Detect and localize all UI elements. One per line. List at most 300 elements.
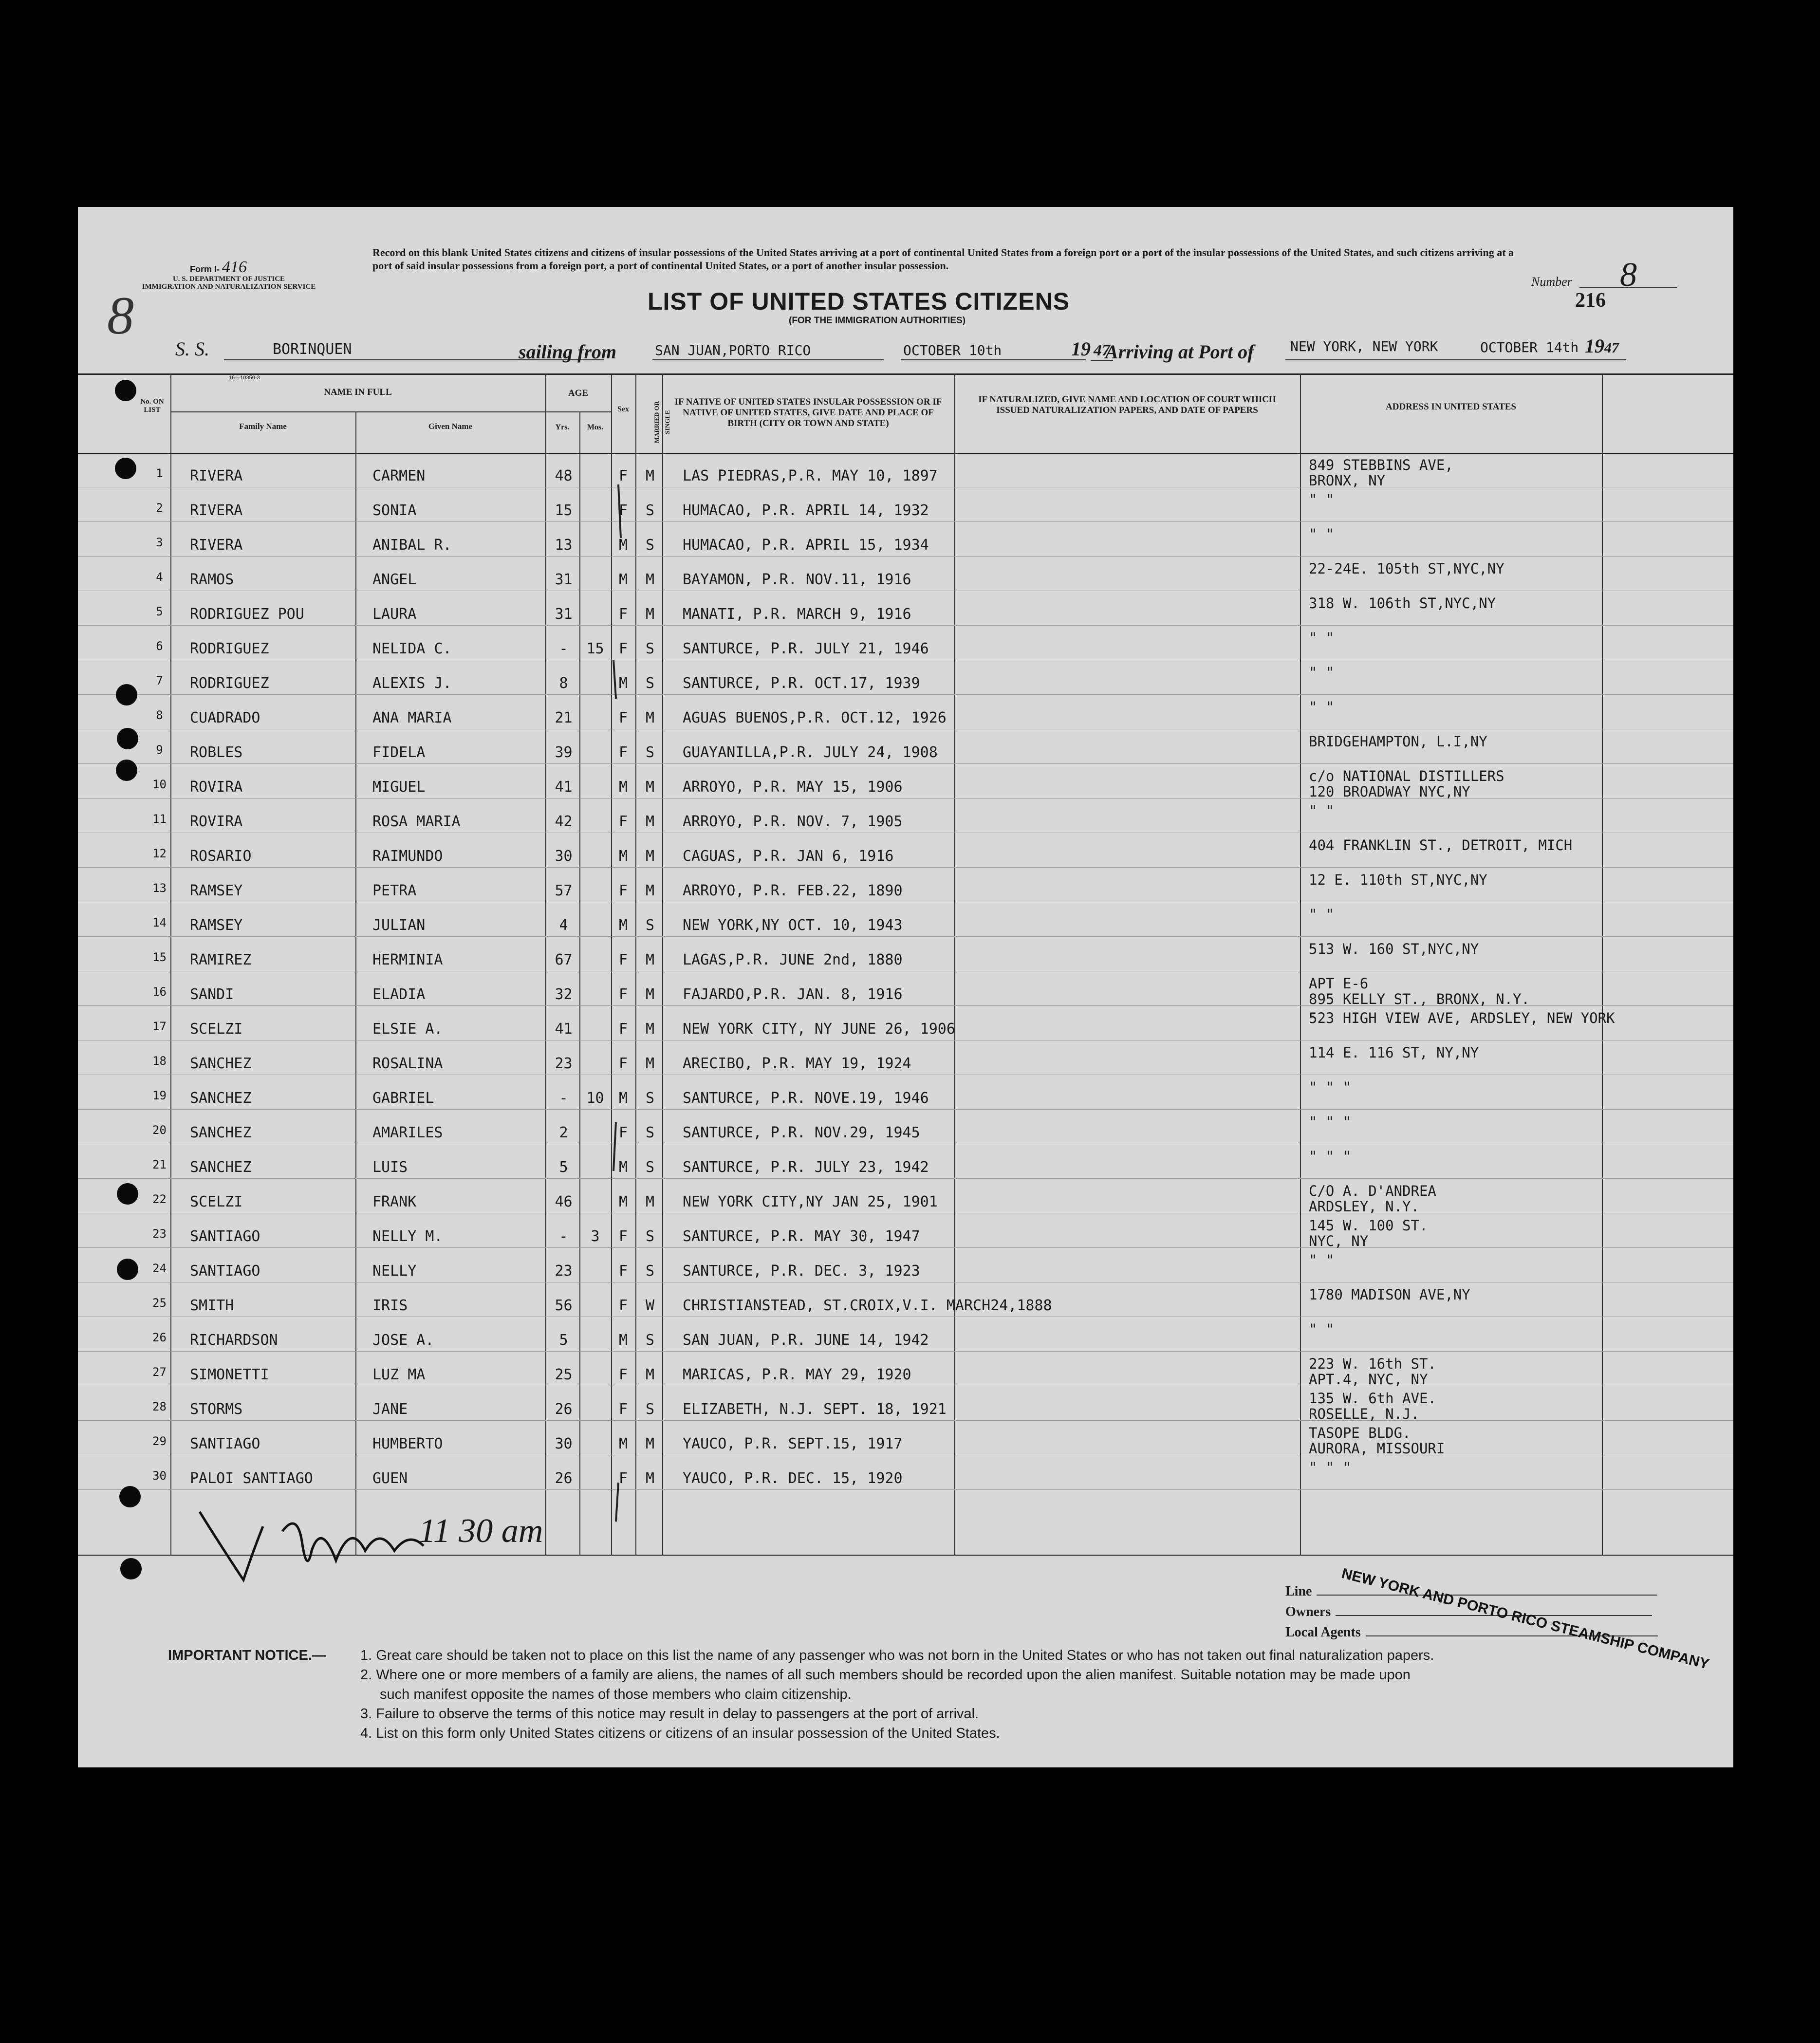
birth-place-date: NEW YORK,NY OCT. 10, 1943 [683, 917, 903, 934]
sex: M [618, 1435, 628, 1452]
age-years: 57 [555, 882, 573, 899]
family-name: RAMOS [190, 571, 234, 588]
given-name: FRANK [372, 1193, 417, 1210]
marital-status: M [645, 813, 655, 830]
page-subtitle: (FOR THE IMMIGRATION AUTHORITIES) [789, 316, 966, 326]
row-number: 24 [152, 1262, 167, 1275]
ss-label: S. S. [175, 338, 209, 360]
sex: M [618, 1193, 628, 1210]
marital-status: M [645, 779, 655, 796]
ship-name: BORINQUEN [273, 341, 352, 358]
address-line-2: BRONX, NY [1309, 472, 1386, 489]
punch-hole [117, 1259, 138, 1280]
sex: F [618, 709, 628, 726]
address-line-1: 22-24E. 105th ST,NYC,NY [1309, 560, 1504, 577]
table-row [78, 937, 1733, 971]
row-number: 29 [152, 1434, 167, 1448]
given-name: LUZ MA [372, 1366, 426, 1383]
table-row [78, 626, 1733, 660]
age-years: 23 [555, 1263, 573, 1280]
row-number: 20 [152, 1123, 167, 1137]
table-row [78, 971, 1733, 1006]
header-no: No. ON LIST [140, 398, 164, 414]
address-line-2: ARDSLEY, N.Y. [1309, 1198, 1419, 1215]
handwritten-time: 11 30 am [419, 1512, 543, 1550]
table-row [78, 1179, 1733, 1213]
age-months: 10 [586, 1090, 604, 1107]
age-years: 41 [555, 1021, 573, 1038]
row-number: 7 [156, 674, 163, 687]
row-number: 1 [156, 466, 163, 480]
birth-place-date: ARROYO, P.R. NOV. 7, 1905 [683, 813, 903, 830]
marital-status: S [645, 675, 655, 692]
family-name: SANCHEZ [190, 1055, 252, 1072]
age-years: 8 [559, 675, 568, 692]
age-years: 67 [555, 951, 573, 968]
row-number: 3 [156, 536, 163, 549]
table-row [78, 1144, 1733, 1179]
table-row [78, 522, 1733, 557]
age-years: - [559, 1228, 568, 1245]
sailing-label: sailing from [519, 341, 617, 363]
arrival-year-suffix: 47 [1604, 340, 1619, 356]
age-months: 15 [586, 640, 604, 657]
left-margin-mark: 8 [107, 286, 134, 345]
marital-status: S [645, 1332, 655, 1349]
marital-status: M [645, 848, 655, 865]
number-value: 8 [1579, 263, 1677, 288]
table-row [78, 1317, 1733, 1352]
address-line-2: ROSELLE, N.J. [1309, 1406, 1419, 1422]
notice-item-3: 3. Failure to observe the terms of this notice may result in delay to passengers at the port of arrival. [360, 1706, 979, 1722]
notice-list [360, 1646, 1714, 1743]
family-name: SCELZI [190, 1021, 243, 1038]
family-name: SANCHEZ [190, 1090, 252, 1107]
birth-place-date: MARICAS, P.R. MAY 29, 1920 [683, 1366, 911, 1383]
row-number: 23 [152, 1227, 167, 1241]
address-line-1: 513 W. 160 ST,NYC,NY [1309, 941, 1479, 957]
family-name: SANTIAGO [190, 1263, 260, 1280]
sex: F [618, 606, 628, 623]
age-years: 32 [555, 986, 573, 1003]
address-line-1: " " [1309, 699, 1335, 715]
address-line-1: " " [1309, 802, 1335, 819]
family-name: ROSARIO [190, 848, 252, 865]
given-name: ANA MARIA [372, 709, 452, 726]
row-number: 27 [152, 1365, 167, 1379]
owners-label: Owners [1285, 1604, 1331, 1619]
punch-hole [115, 458, 136, 479]
header-naturalized: IF NATURALIZED, GIVE NAME AND LOCATION OF COURT WHICH ISSUED NATURALIZATION PAPERS, AND DATE OF PAPERS [978, 394, 1276, 415]
marital-status: M [645, 882, 655, 899]
family-name: SANCHEZ [190, 1159, 252, 1176]
table-row [78, 1248, 1733, 1282]
sex: F [618, 1228, 628, 1245]
sex: F [618, 1470, 628, 1487]
punch-hole [116, 684, 137, 706]
form-number [190, 258, 247, 277]
age-years: 21 [555, 709, 573, 726]
birth-place-date: AGUAS BUENOS,P.R. OCT.12, 1926 [683, 709, 947, 726]
table-row [78, 1040, 1733, 1075]
table-row [78, 695, 1733, 729]
from-line [652, 359, 884, 360]
address-line-1: 223 W. 16th ST. [1309, 1356, 1436, 1372]
sex: F [618, 1366, 628, 1383]
manifest-sheet [78, 207, 1733, 1767]
age-years: 31 [555, 606, 573, 623]
address-line-1: " " [1309, 526, 1335, 542]
birth-place-date: LAGAS,P.R. JUNE 2nd, 1880 [683, 951, 903, 968]
notice-item-4: 4. List on this form only United States citizens or citizens of an insular possession of the United States. [360, 1726, 1000, 1741]
birth-place-date: FAJARDO,P.R. JAN. 8, 1916 [683, 986, 903, 1003]
sex: M [618, 571, 628, 588]
given-name: LUIS [372, 1159, 408, 1176]
address-line-2: APT.4, NYC, NY [1309, 1371, 1428, 1388]
age-years: 48 [555, 467, 573, 484]
birth-place-date: BAYAMON, P.R. NOV.11, 1916 [683, 571, 911, 588]
family-name: RODRIGUEZ [190, 640, 269, 657]
age-years: - [559, 1090, 568, 1107]
given-name: SONIA [372, 502, 417, 519]
sex: M [618, 917, 628, 934]
age-years: 31 [555, 571, 573, 588]
sex: M [618, 1159, 628, 1176]
agents-label: Local Agents [1285, 1625, 1361, 1640]
age-years: 5 [559, 1159, 568, 1176]
page-title: LIST OF UNITED STATES CITIZENS [648, 288, 1070, 315]
punch-hole [119, 1486, 141, 1507]
family-name: PALOI SANTIAGO [190, 1470, 313, 1487]
marital-status: M [645, 467, 655, 484]
address-line-1: " " [1309, 906, 1335, 923]
birth-place-date: SANTURCE, P.R. NOVE.19, 1946 [683, 1090, 929, 1107]
name-subheader-rule [170, 411, 545, 412]
punch-hole [116, 760, 137, 781]
given-name: ANIBAL R. [372, 537, 452, 554]
family-name: SIMONETTI [190, 1366, 269, 1383]
port-line [1285, 359, 1626, 360]
address-line-2: 120 BROADWAY NYC,NY [1309, 783, 1470, 800]
agency-line-1: U. S. DEPARTMENT OF JUSTICE [172, 275, 285, 283]
given-name: ELADIA [372, 986, 426, 1003]
birth-place-date: YAUCO, P.R. SEPT.15, 1917 [683, 1435, 903, 1452]
marital-status: M [645, 986, 655, 1003]
table-row [78, 1213, 1733, 1248]
marital-status: M [645, 1021, 655, 1038]
table-row [78, 729, 1733, 764]
header-address: ADDRESS IN UNITED STATES [1385, 402, 1516, 412]
sex: F [618, 1401, 628, 1418]
table-row [78, 902, 1733, 937]
family-name: SMITH [190, 1297, 234, 1314]
address-line-1: 135 W. 6th AVE. [1309, 1390, 1436, 1407]
header-name-in-full: NAME IN FULL [324, 387, 392, 397]
row-number: 21 [152, 1158, 167, 1171]
age-years: 4 [559, 917, 568, 934]
age-years: 25 [555, 1366, 573, 1383]
given-name: JANE [372, 1401, 408, 1418]
birth-place-date: SANTURCE, P.R. JULY 23, 1942 [683, 1159, 929, 1176]
age-years: 30 [555, 1435, 573, 1452]
given-name: RAIMUNDO [372, 848, 443, 865]
row-number: 12 [152, 847, 167, 860]
birth-place-date: SANTURCE, P.R. NOV.29, 1945 [683, 1124, 920, 1141]
sex: F [618, 1263, 628, 1280]
age-years: 41 [555, 779, 573, 796]
given-name: HUMBERTO [372, 1435, 443, 1452]
given-name: PETRA [372, 882, 417, 899]
age-years: 2 [559, 1124, 568, 1141]
birth-place-date: CAGUAS, P.R. JAN 6, 1916 [683, 848, 894, 865]
row-number: 5 [156, 605, 163, 618]
notice-item-2-cont: such manifest opposite the names of those members who claim citizenship. [380, 1687, 852, 1702]
table-row [78, 1110, 1733, 1144]
birth-place-date: MANATI, P.R. MARCH 9, 1916 [683, 606, 911, 623]
birth-place-date: ARROYO, P.R. MAY 15, 1906 [683, 779, 903, 796]
row-number: 25 [152, 1296, 167, 1310]
family-name: SANTIAGO [190, 1435, 260, 1452]
row-rule [78, 1489, 1733, 1490]
row-number: 8 [156, 708, 163, 722]
date-line [901, 359, 1086, 360]
table-row [78, 487, 1733, 522]
sex: F [618, 951, 628, 968]
address-line-1: c/o NATIONAL DISTILLERS [1309, 768, 1504, 784]
number-field [1531, 256, 1677, 294]
arrival-year-prefix: 19 [1585, 335, 1604, 357]
sex: F [618, 986, 628, 1003]
age-years: 26 [555, 1401, 573, 1418]
row-number: 26 [152, 1331, 167, 1344]
sex: F [618, 467, 628, 484]
given-name: NELIDA C. [372, 640, 452, 657]
family-name: SANDI [190, 986, 234, 1003]
punch-hole [117, 1183, 138, 1205]
marital-status: M [645, 606, 655, 623]
sex: M [618, 675, 628, 692]
address-line-1: C/O A. D'ANDREA [1309, 1183, 1436, 1199]
family-name: SANTIAGO [190, 1228, 260, 1245]
sex: M [618, 779, 628, 796]
family-name: SANCHEZ [190, 1124, 252, 1141]
sheet-number: 216 [1575, 289, 1606, 312]
family-name: RIVERA [190, 537, 243, 554]
row-number: 11 [152, 812, 167, 826]
row-number: 19 [152, 1089, 167, 1102]
row-number: 4 [156, 570, 163, 584]
marital-status: M [645, 1366, 655, 1383]
address-line-1: " " [1309, 1252, 1335, 1268]
address-line-2: NYC, NY [1309, 1233, 1369, 1249]
table-row [78, 453, 1733, 487]
given-name: MIGUEL [372, 779, 426, 796]
family-name: RODRIGUEZ POU [190, 606, 304, 623]
sex: F [618, 502, 628, 519]
address-line-1: 318 W. 106th ST,NYC,NY [1309, 595, 1496, 612]
age-years: 56 [555, 1297, 573, 1314]
address-line-2: 895 KELLY ST., BRONX, N.Y. [1309, 991, 1530, 1007]
sex: M [618, 848, 628, 865]
family-name: RIVERA [190, 467, 243, 484]
sex: F [618, 1124, 628, 1141]
given-name: AMARILES [372, 1124, 443, 1141]
number-label: Number [1531, 275, 1572, 289]
row-number: 18 [152, 1054, 167, 1068]
marital-status: M [645, 709, 655, 726]
address-line-1: " " [1309, 630, 1335, 646]
family-name: RODRIGUEZ [190, 675, 269, 692]
table-row [78, 868, 1733, 902]
given-name: GABRIEL [372, 1090, 434, 1107]
marital-status: S [645, 640, 655, 657]
given-name: FIDELA [372, 744, 426, 761]
marital-status: M [645, 1435, 655, 1452]
age-years: - [559, 640, 568, 657]
marital-status: S [645, 1159, 655, 1176]
year-suffix: 47 [1091, 341, 1113, 361]
agency-block [127, 275, 331, 291]
header-yrs: Yrs. [555, 423, 570, 431]
row-number: 6 [156, 639, 163, 653]
birth-place-date: YAUCO, P.R. DEC. 15, 1920 [683, 1470, 903, 1487]
arrival-date: OCTOBER 14th [1480, 339, 1579, 355]
tally-marks [516, 470, 662, 1560]
address-line-1: 849 STEBBINS AVE, [1309, 457, 1453, 473]
given-name: IRIS [372, 1297, 408, 1314]
header-marital: MARRIED OR SINGLE [653, 401, 671, 444]
row-number: 30 [152, 1469, 167, 1483]
sex: F [618, 1297, 628, 1314]
birth-place-date: SANTURCE, P.R. MAY 30, 1947 [683, 1228, 920, 1245]
sex: F [618, 813, 628, 830]
row-number: 16 [152, 985, 167, 999]
address-line-1: BRIDGEHAMPTON, L.I,NY [1309, 733, 1487, 750]
row-number: 10 [152, 778, 167, 791]
header-age: AGE [568, 388, 589, 398]
given-name: ANGEL [372, 571, 417, 588]
address-line-2: AURORA, MISSOURI [1309, 1440, 1445, 1457]
address-line-1: " " " [1309, 1459, 1352, 1476]
notice-title: IMPORTANT NOTICE.— [168, 1648, 326, 1663]
address-line-1: " " " [1309, 1148, 1352, 1165]
table-row [78, 660, 1733, 695]
birth-place-date: ELIZABETH, N.J. SEPT. 18, 1921 [683, 1401, 947, 1418]
birth-place-date: CHRISTIANSTEAD, ST.CROIX,V.I. MARCH24,1888 [683, 1297, 1052, 1314]
header-family-name: Family Name [239, 422, 287, 431]
header-sex: Sex [617, 405, 629, 413]
birth-place-date: SAN JUAN, P.R. JUNE 14, 1942 [683, 1332, 929, 1349]
marital-status: M [645, 1470, 655, 1487]
birth-place-date: GUAYANILLA,P.R. JULY 24, 1908 [683, 744, 938, 761]
table-row [78, 1282, 1733, 1317]
age-years: 42 [555, 813, 573, 830]
address-line-1: APT E-6 [1309, 975, 1369, 992]
family-name: STORMS [190, 1401, 243, 1418]
form-number-hand: 416 [222, 258, 247, 276]
table-row [78, 1386, 1733, 1421]
row-number: 13 [152, 881, 167, 895]
address-line-1: 114 E. 116 ST, NY,NY [1309, 1044, 1479, 1061]
family-name: ROVIRA [190, 779, 243, 796]
marital-status: S [645, 1401, 655, 1418]
family-name: RAMIREZ [190, 951, 252, 968]
given-name: ROSALINA [372, 1055, 443, 1072]
age-years: 30 [555, 848, 573, 865]
table-row [78, 1455, 1733, 1490]
given-name: LAURA [372, 606, 417, 623]
address-line-1: " " [1309, 491, 1335, 508]
header-mos: Mos. [587, 423, 604, 431]
year-prefix: 19 [1071, 338, 1091, 360]
table-row [78, 557, 1733, 591]
birth-place-date: HUMACAO, P.R. APRIL 15, 1934 [683, 537, 929, 554]
age-years: 46 [555, 1193, 573, 1210]
given-name: JULIAN [372, 917, 426, 934]
marital-status: M [645, 571, 655, 588]
marital-status: S [645, 537, 655, 554]
marital-status: S [645, 1124, 655, 1141]
age-years: 26 [555, 1470, 573, 1487]
sex: M [618, 1332, 628, 1349]
table-row [78, 764, 1733, 799]
sex: F [618, 640, 628, 657]
marital-status: S [645, 1090, 655, 1107]
family-name: RICHARDSON [190, 1332, 278, 1349]
family-name: RAMSEY [190, 917, 243, 934]
marital-status: S [645, 502, 655, 519]
notice-item-1: 1. Great care should be taken not to place on this list the name of any passenger who was not born in the United States or who has not taken out final naturalization papers. [360, 1648, 1434, 1663]
age-years: 15 [555, 502, 573, 519]
header-birth: IF NATIVE OF UNITED STATES INSULAR POSSESSION OR IF NATIVE OF UNITED STATES, GIVE DATE AND PLACE OF BIRTH (CITY OR TOWN AND STATE) [674, 397, 942, 428]
table-row [78, 1352, 1733, 1386]
marital-status: S [645, 1228, 655, 1245]
marital-status: S [645, 744, 655, 761]
birth-place-date: SANTURCE, P.R. OCT.17, 1939 [683, 675, 920, 692]
table-row [78, 1006, 1733, 1040]
given-name: ELSIE A. [372, 1021, 443, 1038]
marital-status: M [645, 1055, 655, 1072]
marital-status: M [645, 951, 655, 968]
table-row [78, 799, 1733, 833]
notice-item-2: 2. Where one or more members of a family are aliens, the names of all such members should be recorded upon the alien manifest. Suitable notation may be made upon [360, 1667, 1411, 1683]
family-name: RIVERA [190, 502, 243, 519]
company-stamp: NEW YORK AND PORTO RICO STEAMSHIP COMPANY [1340, 1565, 1711, 1672]
given-name: NELLY [372, 1263, 417, 1280]
age-years: 13 [555, 537, 573, 554]
departure-port: SAN JUAN,PORTO RICO [655, 342, 811, 358]
address-line-1: 1780 MADISON AVE,NY [1309, 1286, 1470, 1303]
address-line-1: 404 FRANKLIN ST., DETROIT, MICH [1309, 837, 1573, 854]
given-name: GUEN [372, 1470, 408, 1487]
arrival-port: NEW YORK, NEW YORK [1290, 338, 1438, 354]
marital-status: W [645, 1297, 655, 1314]
birth-place-date: SANTURCE, P.R. JULY 21, 1946 [683, 640, 929, 657]
given-name: HERMINIA [372, 951, 443, 968]
birth-place-date: HUMACAO, P.R. APRIL 14, 1932 [683, 502, 929, 519]
sex: M [618, 537, 628, 554]
given-name: ALEXIS J. [372, 675, 452, 692]
table-row [78, 1421, 1733, 1455]
sex: F [618, 882, 628, 899]
sex: F [618, 1021, 628, 1038]
family-name: RAMSEY [190, 882, 243, 899]
age-months: 3 [591, 1228, 600, 1245]
marital-status: S [645, 917, 655, 934]
age-subheader-rule [545, 411, 611, 412]
family-name: ROBLES [190, 744, 243, 761]
row-number: 28 [152, 1400, 167, 1413]
